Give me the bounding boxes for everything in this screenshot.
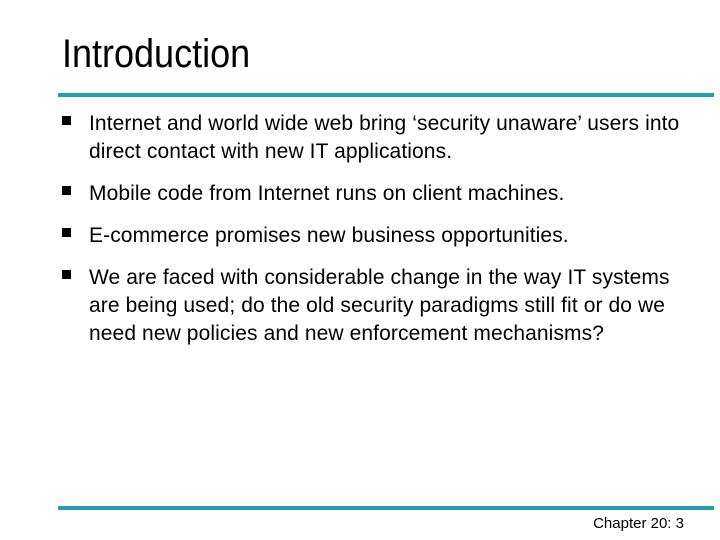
- square-bullet-icon: [62, 116, 71, 125]
- bullet-text: Mobile code from Internet runs on client machines.: [89, 182, 565, 205]
- bullet-item: [62, 110, 682, 166]
- bullet-list: [62, 110, 682, 362]
- footer-divider: [58, 506, 714, 510]
- slide-title: Introduction: [62, 32, 251, 76]
- bullet-item: [62, 222, 682, 250]
- slide-footer: Chapter 20: 3: [593, 515, 684, 532]
- bullet-text: E-commerce promises new business opportunities.: [89, 224, 569, 247]
- square-bullet-icon: [62, 270, 71, 279]
- bullet-text: Internet and world wide web bring ‘security unaware’ users into direct contact with new IT applications.: [89, 112, 680, 163]
- bullet-item: [62, 180, 682, 208]
- square-bullet-icon: [62, 186, 71, 195]
- bullet-text: We are faced with considerable change in the way IT systems are being used; do the old security paradigms still fit or do we need new policies and new enforcement mechanisms?: [89, 266, 670, 345]
- bullet-item: [62, 264, 682, 348]
- square-bullet-icon: [62, 228, 71, 237]
- title-divider: [58, 93, 714, 97]
